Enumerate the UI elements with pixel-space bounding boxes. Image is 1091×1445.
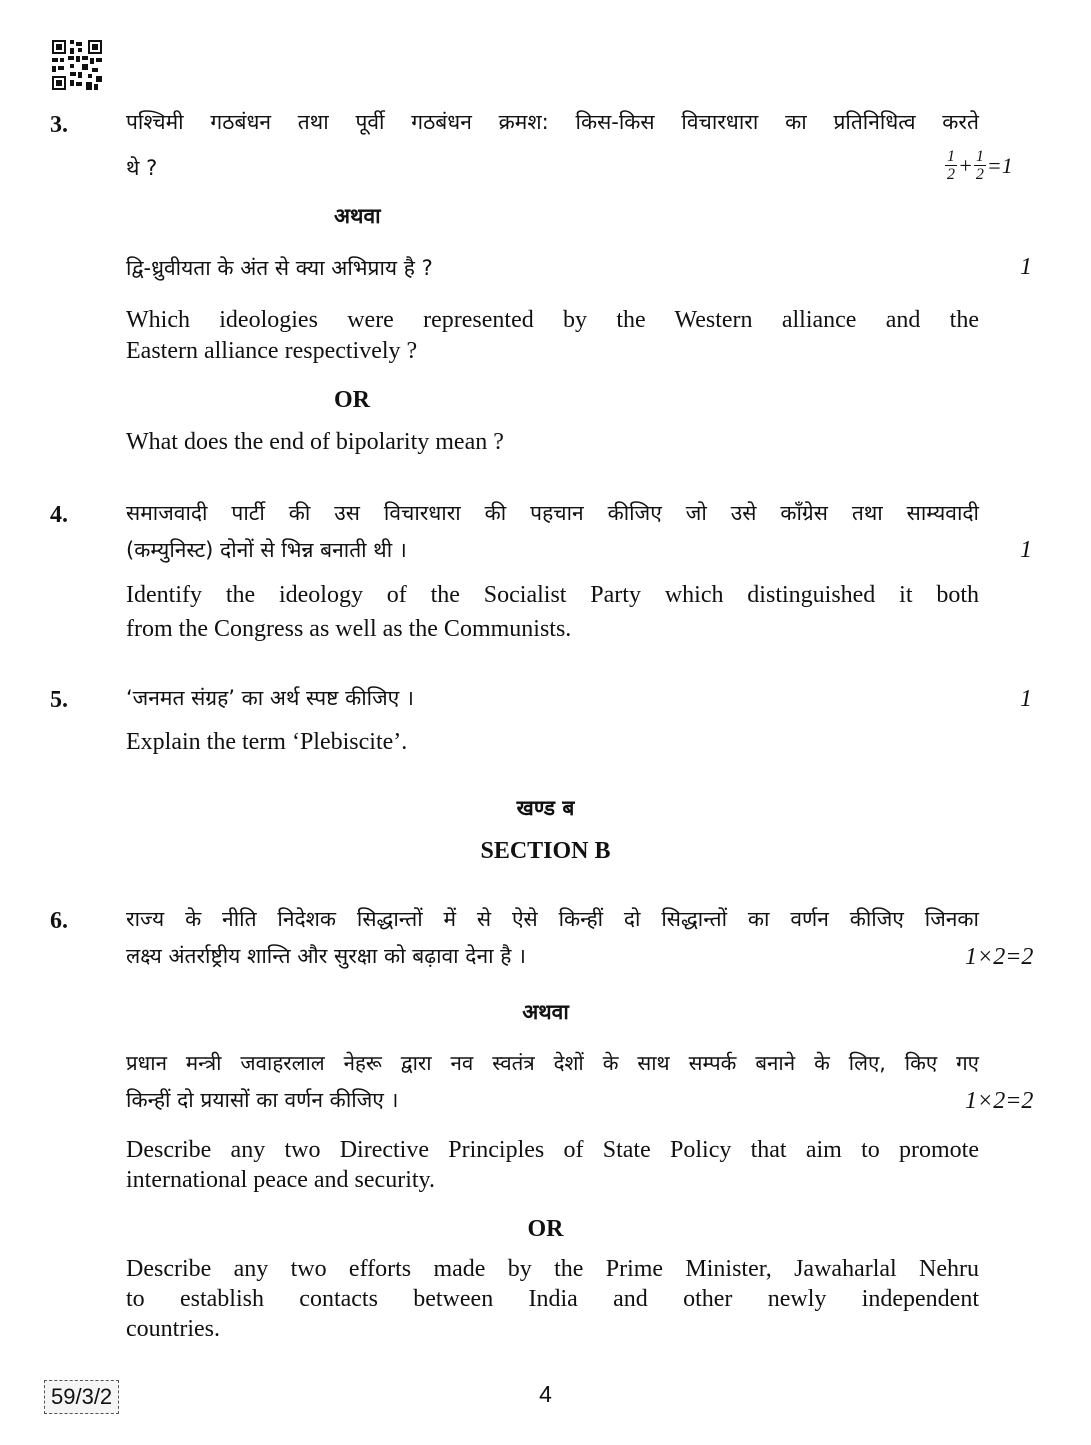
q5-english: Explain the term ‘Plebiscite’. xyxy=(126,729,408,755)
q6-alt-english-line2: to establish contacts between India and other newly independent xyxy=(126,1286,979,1312)
q3-alt-marks: 1 xyxy=(1020,254,1032,280)
q6-alt-english-line1: Describe any two efforts made by the Prime Minister, Jawaharlal Nehru xyxy=(126,1256,979,1282)
fraction-denominator: 2 xyxy=(975,166,984,183)
plus-sign: + xyxy=(958,152,973,178)
q4-english-line2: from the Congress as well as the Communists. xyxy=(126,616,572,642)
fraction xyxy=(945,148,957,183)
q5-marks: 1 xyxy=(1020,686,1032,712)
q6-alt-hindi-line1: प्रधान मन्त्री जवाहरलाल नेहरू द्वारा नव स्वतंत्र देशों के साथ सम्पर्क बनाने के लिए, किए गए xyxy=(126,1051,979,1075)
or-hindi: अथवा xyxy=(522,1000,569,1024)
q3-hindi-line1: पश्चिमी गठबंधन तथा पूर्वी गठबंधन क्रमश: किस-किस विचारधारा का प्रतिनिधित्व करते xyxy=(126,110,979,134)
question-number: 5. xyxy=(50,687,68,713)
q6-hindi-line1: राज्य के नीति निदेशक सिद्धान्तों में से ऐसे किन्हीं दो सिद्धान्तों का वर्णन कीजिए जिनका xyxy=(126,907,979,931)
qr-code-icon xyxy=(52,40,102,90)
page-number: 4 xyxy=(539,1381,552,1407)
or-hindi: अथवा xyxy=(334,204,381,228)
q3-alt-english: What does the end of bipolarity mean ? xyxy=(126,429,504,455)
q3-english-line2: Eastern alliance respectively ? xyxy=(126,338,418,364)
q4-hindi-line1: समाजवादी पार्टी की उस विचारधारा की पहचान कीजिए जो उसे काँग्रेस तथा साम्यवादी xyxy=(126,501,979,525)
q3-hindi-line2: थे ? xyxy=(126,156,158,180)
paper-code: 59/3/2 xyxy=(44,1380,119,1414)
fraction-numerator: 1 xyxy=(975,148,984,165)
q3-english-line1: Which ideologies were represented by the Western alliance and the xyxy=(126,307,979,333)
section-heading-english: SECTION B xyxy=(480,838,611,864)
q5-hindi: ‘जनमत संग्रह’ का अर्थ स्पष्ट कीजिए । xyxy=(126,686,414,710)
or-english: OR xyxy=(527,1216,564,1242)
q4-marks: 1 xyxy=(1020,537,1032,563)
q6-alt-hindi-line2: किन्हीं दो प्रयासों का वर्णन कीजिए । xyxy=(126,1088,399,1112)
question-number: 4. xyxy=(50,502,68,528)
or-english: OR xyxy=(334,387,370,413)
marks-total: =1 xyxy=(986,152,1013,178)
fraction xyxy=(974,148,986,183)
q6-alt-english-line3: countries. xyxy=(126,1316,220,1342)
question-number: 3. xyxy=(50,112,68,138)
q6-english-line2: international peace and security. xyxy=(126,1167,435,1193)
q4-hindi-line2: (कम्युनिस्ट) दोनों से भिन्न बनाती थी । xyxy=(126,538,407,562)
q6-english-line1: Describe any two Directive Principles of State Policy that aim to promote xyxy=(126,1137,979,1163)
q6-alt-marks: 1×2=2 xyxy=(965,1088,1034,1114)
q4-english-line1: Identify the ideology of the Socialist Party which distinguished it both xyxy=(126,582,979,608)
q3-marks xyxy=(944,148,1013,183)
fraction-denominator: 2 xyxy=(947,166,955,183)
q6-hindi-line2: लक्ष्य अंतर्राष्ट्रीय शान्ति और सुरक्षा को बढ़ावा देना है । xyxy=(126,944,527,968)
q3-alt-hindi: द्वि-ध्रुवीयता के अंत से क्या अभिप्राय है ? xyxy=(126,256,433,280)
q6-marks: 1×2=2 xyxy=(965,944,1034,970)
question-number: 6. xyxy=(50,908,68,934)
section-heading-hindi: खण्ड ब xyxy=(516,796,575,820)
fraction-numerator: 1 xyxy=(947,148,955,165)
